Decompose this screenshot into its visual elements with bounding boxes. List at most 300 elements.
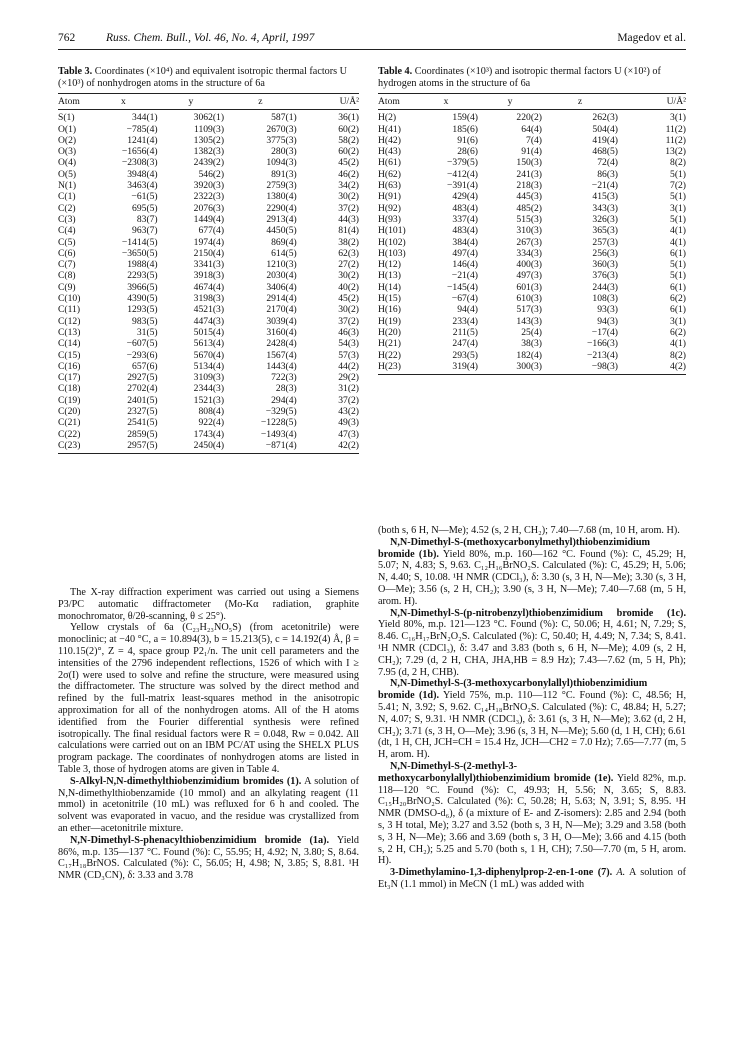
table-row [58, 417, 359, 428]
table-row [58, 135, 359, 146]
table-cell: 146(4) [452, 259, 478, 271]
atom-label: H(2) [378, 112, 397, 124]
atom-label: O(2) [58, 134, 77, 146]
atom-label: C(2) [58, 202, 76, 214]
table-cell: 3948(4) [127, 168, 158, 180]
heading-1b: N,N-Dimethyl-S-(methoxycarbonylmethyl)thiobenzimidium bromide (1b). [378, 536, 651, 560]
table-cell: 3160(4) [266, 326, 297, 338]
table-cell: 468(5) [592, 146, 618, 158]
table-cell: 2401(5) [127, 394, 158, 406]
table-cell: 1382(3) [193, 146, 225, 158]
table-cell: −293(6) [126, 349, 158, 361]
table-cell: 54(3) [338, 338, 359, 350]
table-cell: 2670(3) [266, 123, 297, 135]
table-cell: 3062(1) [193, 112, 225, 124]
table-row [58, 180, 359, 191]
table-cell: 31(5) [136, 326, 158, 338]
table-cell: 3775(3) [266, 134, 297, 146]
table-cell: 2913(4) [266, 213, 297, 225]
table-row [58, 361, 359, 372]
table-cell: −21(4) [591, 180, 618, 192]
table-cell: 5(1) [670, 270, 686, 282]
table-cell: 47(3) [338, 428, 359, 440]
atom-label: O(3) [58, 146, 77, 158]
journal-citation: Russ. Chem. Bull., Vol. 46, No. 4, April, 1997 [106, 32, 315, 44]
table-cell: 337(4) [452, 213, 478, 225]
table-row [58, 191, 359, 202]
table3-col-header: x [89, 94, 158, 110]
atom-label: H(102) [378, 236, 406, 248]
atom-label: S(1) [58, 112, 75, 124]
table-cell: 49(3) [338, 417, 359, 429]
text-1e: Yield 82%, m.p. 118—120 °C. Found (%): C, 49.93; H, 5.56; N, 3.65; S, 8.83. C₁₅H₂₀BrNO₂S. Calculated (%): C, 50.28; H, 5.63; N, 3.91; S, 8.95. ¹H NMR (DMSO-d₆), δ (a mixture of E- and Z-isomers): 2.85 and 2.94 (both s, 3 H total, Me); 3.27 and 3.52 (both s, 3 H, N—Me); 3.29 and 3.58 (both s, 3 H, N—Me); 3.66 and 3.69 (both s, 3 H, O—Me); 3.66 and 4.15 (both s, 2 H, CH₂); 5.25 and 5.70 (both s, 1 H, CH); 7.50—7.70 (m, 5 H, arom. H). [378, 772, 686, 867]
table-cell: −871(4) [224, 440, 297, 454]
table-cell: 963(7) [132, 225, 158, 237]
table-row [378, 327, 686, 338]
table-cell: 497(4) [452, 247, 478, 259]
table-cell: 4390(5) [127, 293, 158, 305]
table-cell: 1449(4) [193, 213, 225, 225]
table-cell: 5613(4) [193, 338, 225, 350]
table-row [58, 304, 359, 315]
table-cell: 57(3) [338, 349, 359, 361]
table4-label: Table 4. [378, 66, 413, 77]
table-cell: 2290(4) [266, 202, 297, 214]
paragraph-7 [378, 867, 686, 891]
table-cell: 60(2) [338, 146, 359, 158]
table-cell: 869(4) [271, 236, 297, 248]
table-cell: 256(3) [592, 247, 618, 259]
table-cell: 28(6) [457, 146, 478, 158]
paragraph-1a-cont: (both s, 6 H, N—Me); 4.52 (s, 2 H, CH₂); 7.40—7.68 (m, 10 H, arom. H). [378, 525, 680, 536]
table-cell: 6(2) [670, 293, 686, 305]
heading-1d: N,N-Dimethyl-S-(3-methoxycarbonylallyl)thiobenzimidium bromide (1d). [378, 678, 648, 702]
table-row [378, 282, 686, 293]
table-cell: 1210(3) [266, 259, 297, 271]
table-cell: −17(4) [591, 326, 618, 338]
atom-label: C(4) [58, 225, 76, 237]
table-cell: 58(2) [338, 134, 359, 146]
paragraph-xray: The X-ray diffraction experiment was carried out using a Siemens P3/PC automatic diffractometer (Mo-Kα radiation, graphite monochromator, θ/2θ-scanning, θ ≤ 25°). [58, 587, 359, 622]
table-cell: 343(3) [592, 202, 618, 214]
table-cell: 334(3) [516, 247, 542, 259]
table-cell: 2859(5) [127, 428, 158, 440]
table-cell: 601(3) [516, 281, 542, 293]
atom-label: H(91) [378, 191, 401, 203]
table-cell: 2150(4) [193, 247, 225, 259]
table-cell: 30(2) [338, 304, 359, 316]
table-cell: 8(2) [670, 157, 686, 169]
table-cell: −607(5) [126, 338, 158, 350]
table-row [378, 304, 686, 315]
table-row [58, 372, 359, 383]
table-cell: 42(2) [297, 440, 359, 454]
atom-label: C(12) [58, 315, 81, 327]
table-cell: 280(3) [271, 146, 297, 158]
paragraph-1b [378, 537, 686, 608]
atom-label: N(1) [58, 180, 77, 192]
atom-label: C(9) [58, 281, 76, 293]
table-cell: 2914(4) [266, 293, 297, 305]
text-7: A solution of Et₃N (1.1 mmol) in MeCN (1 mL) was added with [378, 867, 686, 890]
table-cell: 5(1) [670, 168, 686, 180]
table-cell: 8(2) [670, 349, 686, 361]
table-cell: −1493(4) [260, 428, 297, 440]
atom-label: O(1) [58, 123, 77, 135]
table-cell: 722(3) [271, 372, 297, 384]
table-row [58, 110, 359, 124]
table3-col-header: U/Å² [297, 94, 359, 110]
table-row [378, 157, 686, 168]
table-cell: 37(2) [338, 315, 359, 327]
table-row [58, 282, 359, 293]
table-cell: 1293(5) [127, 304, 158, 316]
atom-label: C(7) [58, 259, 76, 271]
left-column [58, 66, 359, 454]
atom-label: C(16) [58, 360, 81, 372]
table-cell: 83(7) [136, 213, 158, 225]
table3-col-header: y [158, 94, 224, 110]
table-row [58, 293, 359, 304]
table-cell: 419(4) [592, 134, 618, 146]
atom-label: C(19) [58, 394, 81, 406]
atom-label: H(16) [378, 304, 401, 316]
table-cell: 657(6) [132, 360, 158, 372]
table4-col-header: z [542, 94, 618, 110]
atom-label: H(21) [378, 338, 401, 350]
table3-body [58, 110, 359, 454]
table-cell: 587(1) [271, 112, 297, 124]
table-cell: 1743(4) [193, 428, 225, 440]
table-cell: 72(4) [597, 157, 618, 169]
table-cell: 2759(3) [266, 180, 297, 192]
table-cell: 5015(4) [193, 326, 225, 338]
table-cell: 3(1) [670, 202, 686, 214]
atom-label: C(22) [58, 428, 81, 440]
heading-1a: N,N-Dimethyl-S-phenacylthiobenzimidium bromide (1a). [70, 834, 330, 846]
table-cell: −1414(5) [121, 236, 158, 248]
table-cell: 7(2) [670, 180, 686, 192]
table-cell: 3039(4) [266, 315, 297, 327]
atom-label: H(20) [378, 326, 401, 338]
table-cell: 45(2) [338, 157, 359, 169]
table-cell: −145(4) [447, 281, 478, 293]
table-cell: 2450(4) [158, 440, 224, 454]
table-cell: 218(3) [516, 180, 542, 192]
table4-col-header: U/Å² [618, 94, 686, 110]
header-rule [58, 49, 686, 50]
table3-caption-text: Coordinates (×10⁴) and equivalent isotropic thermal factors U (×10³) of nonhydrogen atoms in the structure of 6a [58, 66, 348, 89]
table-cell: 108(3) [592, 293, 618, 305]
atom-label: C(18) [58, 383, 81, 395]
table-cell: 244(3) [592, 281, 618, 293]
table-cell: 4474(3) [193, 315, 225, 327]
table-cell: 3918(3) [193, 270, 225, 282]
table-cell: 1094(3) [266, 157, 297, 169]
table-cell: 262(3) [592, 112, 618, 124]
table-cell: 28(3) [275, 383, 297, 395]
table-cell: 310(3) [516, 225, 542, 237]
heading-compounds-1: S-Alkyl-N,N-dimethylthiobenzimidium bromides (1). [70, 775, 302, 787]
table3-header-row [58, 94, 359, 110]
atom-label: H(42) [378, 134, 401, 146]
table-cell: 3341(3) [193, 259, 225, 271]
atom-label: C(23) [58, 440, 89, 454]
table-row [58, 327, 359, 338]
table-cell: 546(2) [198, 168, 225, 180]
table-cell: −213(4) [587, 349, 618, 361]
table-cell: 5(1) [670, 191, 686, 203]
table-cell: 2541(5) [127, 417, 158, 429]
table-cell: 4(1) [670, 225, 686, 237]
table-row [378, 259, 686, 270]
table-cell: 610(3) [516, 293, 542, 305]
table-cell: 3463(4) [127, 180, 158, 192]
heading-1c: N,N-Dimethyl-S-(p-nitrobenzyl)thiobenzimidium bromide (1c). [390, 607, 686, 619]
right-text [378, 525, 686, 891]
table-cell: 62(3) [338, 247, 359, 259]
table-cell: 86(3) [597, 168, 618, 180]
paragraph-1e [378, 761, 686, 867]
table-cell: 40(2) [338, 281, 359, 293]
table4-col-header: x [414, 94, 478, 110]
table-cell: 11(2) [665, 123, 686, 135]
atom-label: C(3) [58, 213, 76, 225]
table-row [378, 203, 686, 214]
table-cell: 319(4) [414, 361, 478, 375]
atom-label: C(10) [58, 293, 81, 305]
table-cell: 29(2) [338, 372, 359, 384]
table-cell: 2702(4) [127, 383, 158, 395]
page-number: 762 [58, 32, 76, 44]
table-row [378, 180, 686, 191]
table-cell: 3(1) [670, 315, 686, 327]
table-cell: 695(5) [132, 202, 158, 214]
table-row [378, 110, 686, 124]
table-cell: 360(3) [592, 259, 618, 271]
table3 [58, 93, 359, 454]
table-cell: 2293(5) [127, 270, 158, 282]
table-row [58, 429, 359, 440]
table-cell: 483(4) [452, 202, 478, 214]
table-cell: 2030(4) [266, 270, 297, 282]
table-cell: 64(4) [521, 123, 542, 135]
table-cell: 233(4) [452, 315, 478, 327]
table-cell: 94(4) [457, 304, 478, 316]
table-cell: −785(4) [126, 123, 158, 135]
table-cell: 3109(3) [193, 372, 225, 384]
table-cell: 159(4) [452, 112, 478, 124]
table-cell: 4450(5) [266, 225, 297, 237]
atom-label: H(103) [378, 247, 406, 259]
table-cell: 2322(3) [193, 191, 225, 203]
table-cell: 267(3) [516, 236, 542, 248]
table-cell: 3(1) [670, 112, 686, 124]
table-cell: 2170(4) [266, 304, 297, 316]
atom-label: C(5) [58, 236, 76, 248]
table-cell: 891(3) [271, 168, 297, 180]
atom-label: H(43) [378, 146, 401, 158]
table-row [58, 214, 359, 225]
table-row [378, 191, 686, 202]
table-row [378, 361, 686, 375]
table4 [378, 93, 686, 375]
table-row [58, 270, 359, 281]
paragraph-1d [378, 678, 686, 761]
table-cell: 5670(4) [193, 349, 225, 361]
atom-label: H(41) [378, 123, 401, 135]
table-cell: 37(2) [338, 394, 359, 406]
method-a: A. [612, 867, 626, 879]
table-cell: −1228(5) [260, 417, 297, 429]
table-cell: 4(1) [670, 338, 686, 350]
table-row [58, 338, 359, 349]
table-cell: 81(4) [338, 225, 359, 237]
table-cell: 11(2) [665, 134, 686, 146]
atom-label: C(20) [58, 406, 81, 418]
text-1b: Yield 80%, m.p. 160—162 °C. Found (%): C, 45.29; H, 5.07; N, 4.83; S, 9.63. C₁₂H₁₆BrNO₂S. Calculated (%): C, 45.29; H, 5.06; N, 4.40; S, 10.08. ¹H NMR (CDCl₃), δ: 3.30 (s, 3 H, N—Me); 3.30 (s, 3 H, O—Me); 3.56 (s, 2 H, CH₂); 3.90 (s, 3 H, N—Me); 7.40—7.68 (m, 5 H, arom. H). [378, 548, 686, 607]
table-cell: 6(1) [670, 304, 686, 316]
table-cell: 2927(5) [127, 372, 158, 384]
table-cell: −21(4) [451, 270, 478, 282]
table-row [58, 203, 359, 214]
text-1a: Yield 86%, m.p. 135—137 °C. Found (%): C, 55.95; H, 4.92; N, 3.80; S, 8.64. C₁₇H₁₈BrNOS. Calculated (%): C, 56.05; H, 4.98; N, 3.85; S, 8.81. ¹H NMR (CD₃CN), δ: 3.33 and 3.78 [58, 834, 359, 882]
table-cell: 517(3) [516, 304, 542, 316]
table-cell: 2428(4) [266, 338, 297, 350]
table-cell: −61(5) [131, 191, 158, 203]
table-cell: 3198(3) [193, 293, 225, 305]
table-cell: 38(3) [521, 338, 542, 350]
table-cell: 60(2) [338, 123, 359, 135]
table-cell: 37(2) [338, 202, 359, 214]
table-cell: 1109(3) [194, 123, 225, 135]
table-row [378, 293, 686, 304]
table-cell: −2308(3) [121, 157, 158, 169]
table4-caption [378, 66, 686, 90]
right-column [378, 66, 686, 375]
table4-caption-text: Coordinates (×10³) and isotropic thermal factors U (×10²) of hydrogen atoms in the structure of 6a [378, 66, 661, 89]
table-cell: 3406(4) [266, 281, 297, 293]
table-cell: 1521(3) [193, 394, 225, 406]
table-cell: 1567(4) [266, 349, 297, 361]
table-cell: 365(3) [592, 225, 618, 237]
atom-label: C(8) [58, 270, 76, 282]
table-row [378, 248, 686, 259]
table4-header-row [378, 94, 686, 110]
atom-label: H(14) [378, 281, 401, 293]
table-cell: 46(3) [338, 326, 359, 338]
table-cell: 400(3) [516, 259, 542, 271]
table-cell: 429(4) [452, 191, 478, 203]
table-cell: 5134(4) [193, 360, 225, 372]
table-cell: 485(2) [516, 202, 542, 214]
table-cell: 344(1) [132, 112, 158, 124]
atom-label: C(6) [58, 247, 76, 259]
table-cell: −329(5) [265, 406, 297, 418]
table-cell: 922(4) [198, 417, 225, 429]
table-row [378, 225, 686, 236]
table-row [58, 440, 359, 454]
table-cell: 27(2) [338, 259, 359, 271]
table-cell: 677(4) [198, 225, 225, 237]
paragraph-1a [58, 835, 359, 882]
running-header [58, 32, 686, 48]
table-cell: 384(4) [452, 236, 478, 248]
atom-label: H(22) [378, 349, 401, 361]
table-cell: 220(2) [516, 112, 542, 124]
table-cell: 1305(2) [193, 134, 225, 146]
table-cell: 38(2) [338, 236, 359, 248]
table-cell: 150(3) [516, 157, 542, 169]
table-cell: 36(1) [338, 112, 359, 124]
table-cell: −98(3) [542, 361, 618, 375]
table-cell: −1656(4) [121, 146, 158, 158]
table-cell: 4674(4) [193, 281, 225, 293]
atom-label: H(63) [378, 180, 401, 192]
table-cell: −166(3) [587, 338, 618, 350]
table-row [378, 350, 686, 361]
table-cell: 6(2) [670, 326, 686, 338]
table-cell: 2327(5) [127, 406, 158, 418]
paragraph-general-procedure [58, 776, 359, 835]
table-cell: 515(3) [516, 213, 542, 225]
table3-label: Table 3. [58, 66, 93, 77]
table-cell: −67(4) [451, 293, 478, 305]
table-cell: 2344(3) [193, 383, 225, 395]
table-cell: 6(1) [670, 281, 686, 293]
table-cell: 30(2) [338, 270, 359, 282]
atom-label: H(61) [378, 157, 401, 169]
table-cell: 13(2) [665, 146, 686, 158]
table-cell: −391(4) [447, 180, 478, 192]
table-row [58, 316, 359, 327]
atom-label: O(4) [58, 157, 77, 169]
table-cell: 46(2) [338, 168, 359, 180]
heading-1e: N,N-Dimethyl-S-(2-methyl-3-methoxycarbonylallyl)thiobenzimidium bromide (1e). [378, 760, 614, 784]
table-row [378, 270, 686, 281]
table-row [58, 395, 359, 406]
table-row [58, 383, 359, 394]
table-cell: 497(3) [516, 270, 542, 282]
running-authors: Magedov et al. [617, 32, 686, 44]
table-cell: 5(1) [670, 213, 686, 225]
table-cell: 94(3) [597, 315, 618, 327]
table-row [378, 338, 686, 349]
table-cell: 808(4) [198, 406, 225, 418]
atom-label: C(17) [58, 372, 81, 384]
heading-7: 3-Dimethylamino-1,3-diphenylprop-2-en-1-one (7). [390, 867, 613, 879]
table-cell: 3920(3) [193, 180, 225, 192]
table-cell: 44(3) [338, 213, 359, 225]
table-cell: 182(4) [516, 349, 542, 361]
table-row [58, 248, 359, 259]
atom-label: H(19) [378, 315, 401, 327]
table-cell: 91(4) [521, 146, 542, 158]
table-cell: 241(3) [516, 168, 542, 180]
atom-label: C(13) [58, 326, 81, 338]
table-cell: 5(1) [670, 259, 686, 271]
table-cell: 34(2) [338, 180, 359, 192]
text-1d: Yield 75%, m.p. 110—112 °C. Found (%): C, 48.56; H, 5.41; N, 3.92; S, 9.62. C₁₄H₁₈BrNO₂S. Calculated (%): C, 48.84; H, 5.27; N, 4.07; S, 9.31. ¹H NMR (CDCl₃), δ: 3.61 (s, 3 H, N—Me); 3.62 (d, 2 H, CH₂); 3.71 (s, 3 H, O—Me); 3.96 (s, 3 H, N—Me); 5.60 (d, 1 H, CH); 6.61 (dt, 1 H, CH, JCH=CH = 15.4 Hz, JCH—CH2 = 7.0 Hz); 7.65—7.77 (m, 5 H, arom. H). [378, 690, 686, 761]
table-cell: −379(5) [447, 157, 478, 169]
table-cell: 293(5) [452, 349, 478, 361]
table-cell: 4(2) [618, 361, 686, 375]
table-cell: 326(3) [592, 213, 618, 225]
table-cell: 614(5) [271, 247, 297, 259]
table-cell: 3966(5) [127, 281, 158, 293]
table-cell: 1241(4) [127, 134, 158, 146]
atom-label: H(93) [378, 213, 401, 225]
